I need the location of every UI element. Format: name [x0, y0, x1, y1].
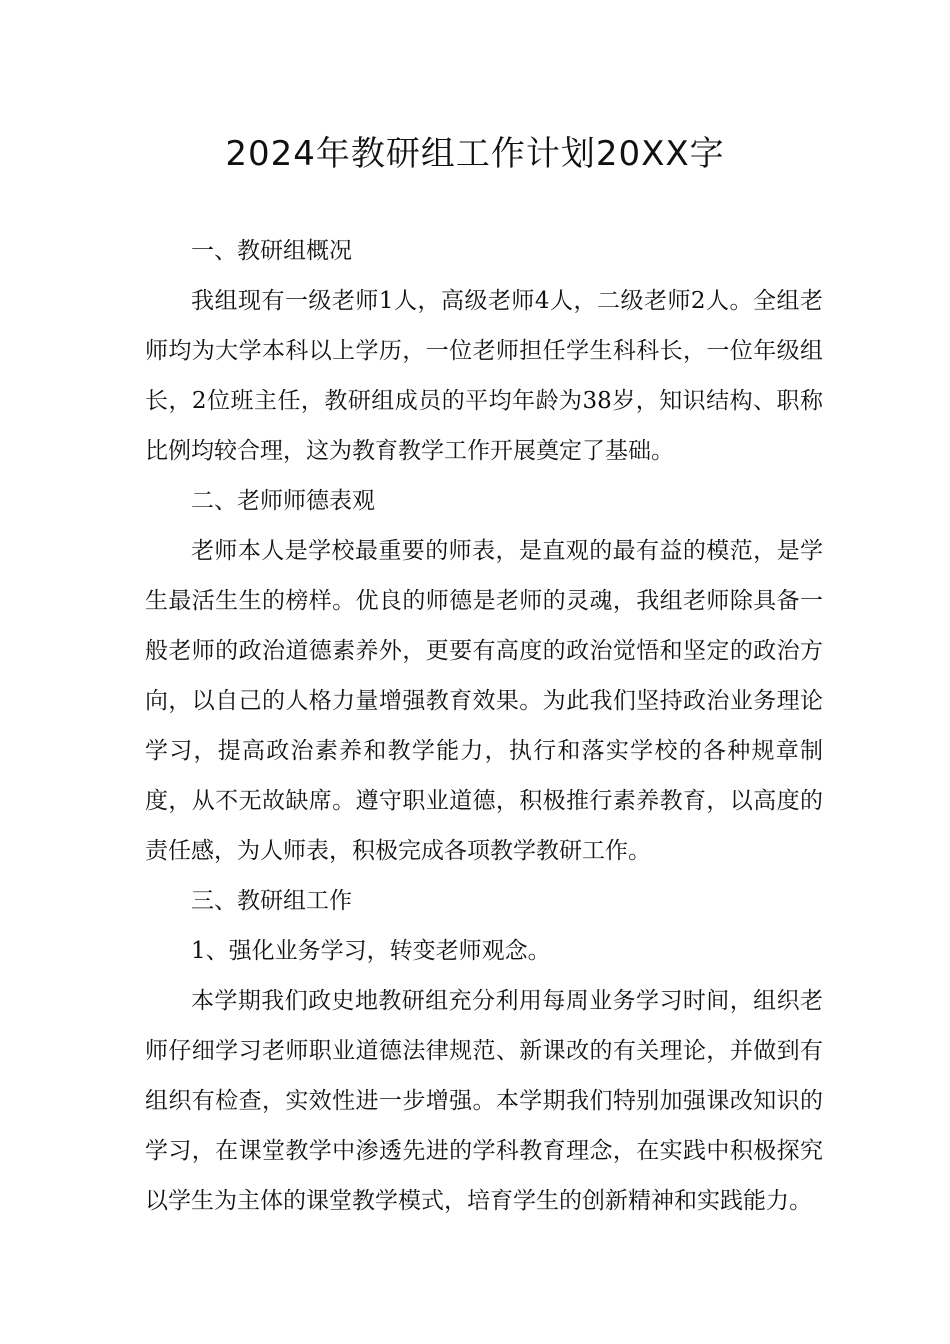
section-heading-work: 三、教研组工作	[191, 888, 352, 914]
section-heading-overview: 一、教研组概况	[191, 238, 352, 264]
section-heading-ethics: 二、老师师德表观	[191, 488, 375, 514]
paragraph-overview: 我组现有一级老师1人，高级老师4人，二级老师2人。全组老师均为大学本科以上学历，一位老师担任学生科科长，一位年级组长，2位班主任，教研组成员的平均年龄为38岁，知识结构、职称比例均较合理，这为教育教学工作开展奠定了基础。	[145, 288, 823, 464]
paragraph-ethics: 老师本人是学校最重要的师表，是直观的最有益的模范，是学生最活生生的榜样。优良的师德是老师的灵魂，我组老师除具备一般老师的政治道德素养外，更要有高度的政治觉悟和坚定的政治方向，以自己的人格力量增强教育效果。为此我们坚持政治业务理论学习，提高政治素养和教学能力，执行和落实学校的各种规章制度，从不无故缺席。遵守职业道德，积极推行素养教育，以高度的责任感，为人师表，积极完成各项教学教研工作。	[145, 538, 823, 864]
subheading-study: 1、强化业务学习，转变老师观念。	[191, 938, 551, 964]
paragraph-study: 本学期我们政史地教研组充分利用每周业务学习时间，组织老师仔细学习老师职业道德法律规范、新课改的有关理论，并做到有组织有检查，实效性进一步增强。本学期我们特别加强课改知识的学习，在课堂教学中渗透先进的学科教育理念，在实践中积极探究以学生为主体的课堂教学模式，培育学生的创新精神和实践能力。	[145, 988, 823, 1214]
document-title: 2024年教研组工作计划20XX字	[225, 134, 725, 174]
document-body	[145, 226, 823, 1226]
